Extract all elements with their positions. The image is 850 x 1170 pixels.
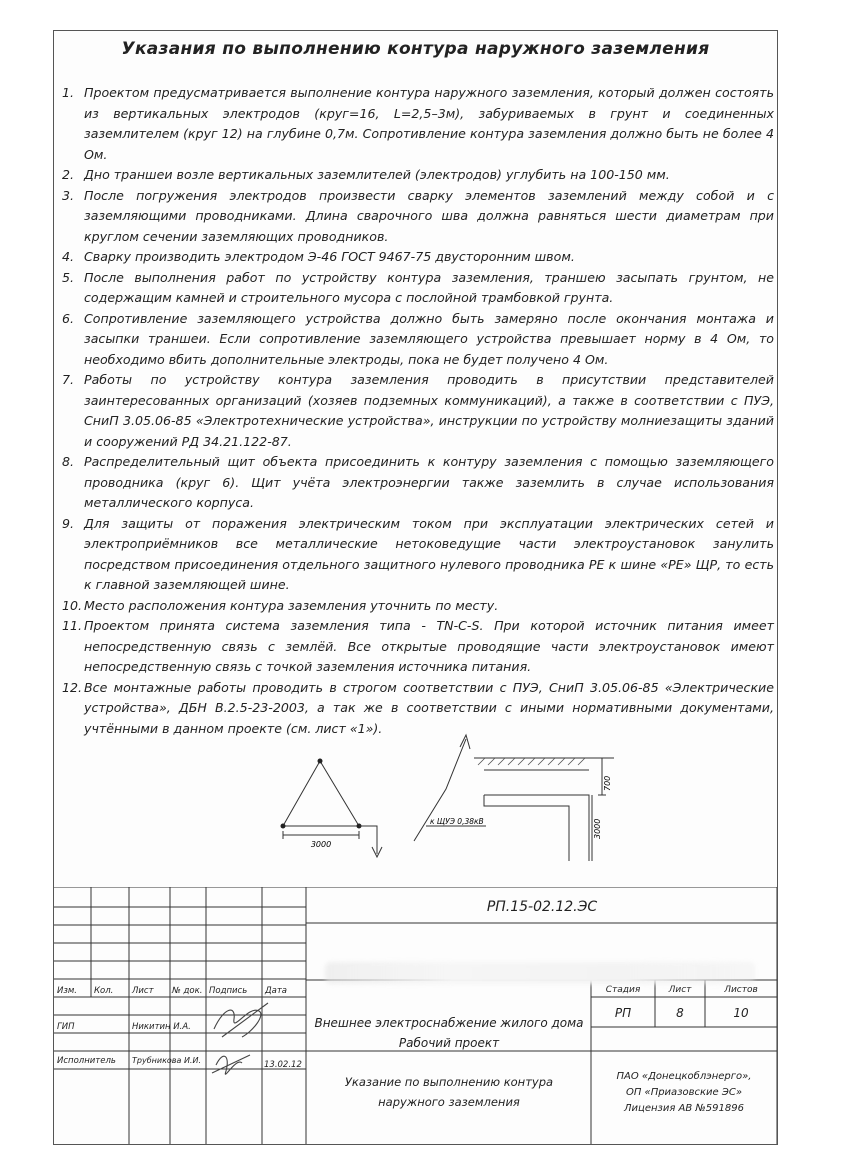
sheets-label: Листов xyxy=(724,985,758,995)
project-name-line-2: Рабочий проект xyxy=(398,1036,500,1050)
dimension-top-label: 700 xyxy=(603,775,612,791)
ground-wire xyxy=(359,826,377,854)
soil-hatching xyxy=(478,758,585,765)
organization-license: Лицензия АВ №591896 xyxy=(624,1103,744,1114)
doc-code: РП.15-02.12.ЭС xyxy=(486,899,598,915)
gip-signature xyxy=(214,1003,268,1037)
note-text: Дно траншеи возле вертикальных заземлителей (электродов) углубить на 100-150 мм. xyxy=(84,167,670,182)
executor-role: Исполнитель xyxy=(57,1056,116,1066)
note-text: Для защиты от поражения электрическим током при эксплуатации электрических сетей и электроприёмников все металлические нетоковедущие части электроустановок занулить посредством присоединения отдельного защитного нулевого проводника PE к шине «PE» ЩР, то есть к главной заземляющей шине. xyxy=(84,515,774,592)
note-text: Работы по устройству контура заземления проводить в присутствии представителей заинтересованных организаций (хозяев подземных коммуникаций), а также в соответствии с ПУЭ, СниП 3.05.06-85 «Электротехнические устройства», инструкции по устройству молниезащиты зданий и сооружений РД 34.21.122-87. xyxy=(84,372,774,449)
sheets-value: 10 xyxy=(733,1006,749,1020)
note-text: Проектом принята система заземления типа - TN-C-S. При которой источник питания имеет непосредственную связь с землёй. Все открытые проводящие части электроустановок имеют непосредственную связь с точкой заземления источника питания. xyxy=(84,618,774,674)
electrode-node-left xyxy=(281,824,286,829)
page-title: Указания по выполнению контура наружного заземления xyxy=(121,39,710,59)
note-number: 1. xyxy=(62,85,75,100)
note-number: 12. xyxy=(62,679,83,695)
col-header-doc: № док. xyxy=(172,986,203,996)
organization-line-2: ОП «Приазовские ЭС» xyxy=(625,1087,743,1098)
note-text: Сопротивление заземляющего устройства должно быть замеряно после окончания монтажа и засыпки траншеи. Если сопротивление заземляющего устройства превышает норму в 4 Ом, то необходимо вбить дополнительные электроды, пока не будет получено 4 Ом. xyxy=(84,310,774,367)
grounding-diagram xyxy=(54,31,779,887)
stage-label: Стадия xyxy=(605,985,641,995)
triangle-dimension-label: 3000 xyxy=(310,840,332,849)
note-number: 3. xyxy=(62,187,75,203)
wire-label: к ЩУЭ 0,38кВ xyxy=(430,817,484,826)
note-text: Распределительный щит объекта присоединить к контуру заземления с помощью заземляющего проводника (круг 6). Щит учёта электроэнергии также заземлить в случае использования металлического корпуса. xyxy=(84,454,774,510)
col-header-change: Изм. xyxy=(57,986,77,996)
note-number: 7. xyxy=(62,372,75,387)
electrode-node-top xyxy=(318,759,323,764)
building-section xyxy=(474,758,614,861)
col-header-date: Дата xyxy=(265,986,288,996)
col-header-count: Кол. xyxy=(94,986,114,996)
note-number: 10. xyxy=(62,597,83,613)
note-text: Все монтажные работы проводить в строгом соответствии с ПУЭ, СниП 3.05.06-85 «Электрические устройства», ДБН В.2.5-23-2003, а так же в соответствии с иными нормативными документами, учтёнными в данном проекте (см. лист «1»). xyxy=(84,679,774,736)
drawing-name-line-2: наружного заземления xyxy=(378,1095,520,1109)
gip-name: Никитин И.А. xyxy=(132,1022,191,1032)
revision-headers xyxy=(57,986,287,996)
gip-role: ГИП xyxy=(57,1022,75,1032)
note-text: Проектом предусматривается выполнение контура наружного заземления, который должен состоять из вертикальных электродов (круг=16, L=2,5–3м), забуриваемых в грунт и соединенных заземлителем (круг 12) на глубине 0,7м. Сопротивление контура заземления должно быть не более 4 Ом. xyxy=(84,85,774,162)
grounding-triangle xyxy=(283,761,359,826)
note-number: 2. xyxy=(62,167,75,182)
note-number: 6. xyxy=(62,310,75,326)
note-number: 5. xyxy=(62,269,75,285)
note-number: 4. xyxy=(62,249,75,264)
note-text: Место расположения контура заземления уточнить по месту. xyxy=(84,597,499,613)
sheet-label: Лист xyxy=(668,985,692,995)
drawing-name-line-1: Указание по выполнению контура xyxy=(344,1075,554,1089)
stage-value: РП xyxy=(614,1006,632,1020)
note-number: 11. xyxy=(62,618,83,633)
title-block xyxy=(54,887,777,1144)
note-text: После выполнения работ по устройству контура заземления, траншею засыпать грунтом, не содержащим камней и строительного мусора с послойной трамбовкой грунта. xyxy=(84,269,774,305)
project-name-line-1: Внешнее электроснабжение жилого дома xyxy=(314,1016,584,1030)
executor-date: 13.02.12 xyxy=(264,1060,302,1070)
note-text: Сварку производить электродом Э-46 ГОСТ 9467-75 двусторонним швом. xyxy=(84,249,575,264)
note-text: После погружения электродов произвести сварку элементов заземлений между собой и с заземляющими проводниками. Длина сварочного шва должна равняться шести диаметрам при круглом сечении заземляющих проводников. xyxy=(84,187,774,244)
col-header-signature: Подпись xyxy=(209,986,248,996)
note-number: 8. xyxy=(62,454,75,469)
dimension-side-label: 3000 xyxy=(593,818,602,839)
col-header-sheet: Лист xyxy=(132,986,154,996)
executor-name: Трубникова И.И. xyxy=(132,1056,202,1065)
executor-signature xyxy=(212,1055,250,1074)
organization-line-1: ПАО «Донецкоблэнерго», xyxy=(616,1071,752,1082)
note-number: 9. xyxy=(62,515,75,531)
redacted-area xyxy=(325,962,755,984)
sheet-value: 8 xyxy=(676,1006,684,1020)
